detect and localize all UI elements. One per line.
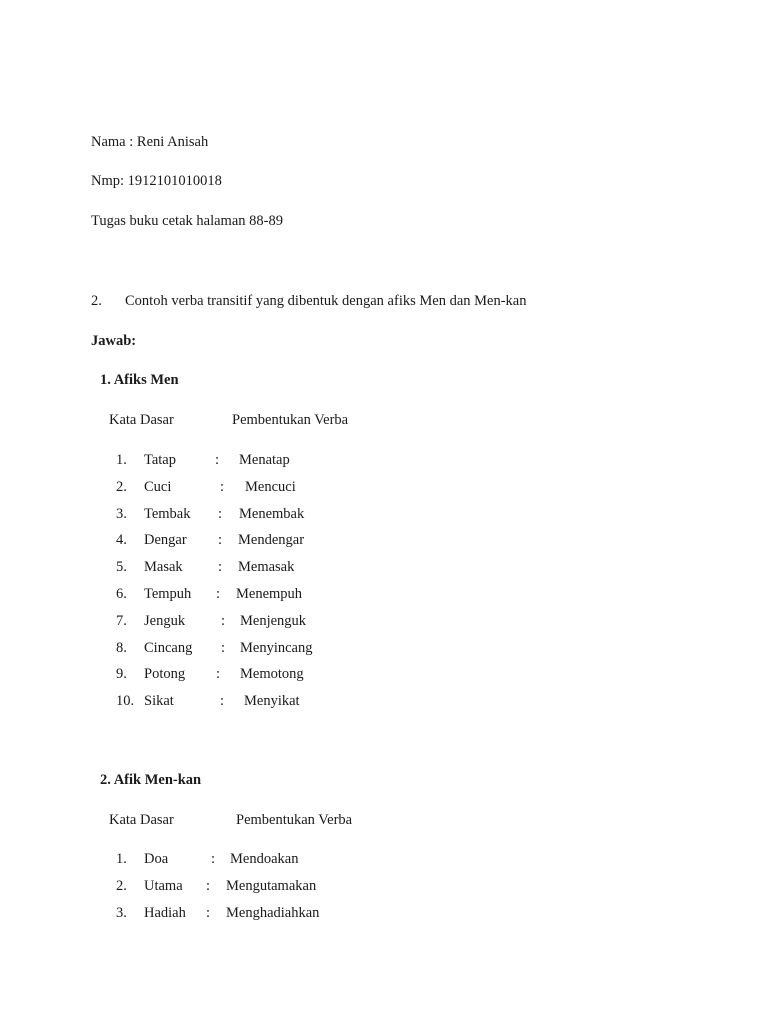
list-item-number: 6.: [116, 586, 127, 602]
list-item-kata-dasar: Tatap: [144, 452, 176, 468]
list-item-number: 1.: [116, 452, 127, 468]
list-item-separator: :: [216, 586, 221, 602]
list-item-number: 7.: [116, 612, 127, 629]
list-item-verba: Memotong: [240, 666, 304, 683]
list-item-verba: Mencuci: [245, 478, 296, 495]
list-item-number: 4.: [116, 532, 127, 549]
list-item-number: 3.: [116, 905, 127, 921]
list-item-kata-dasar: Cuci: [144, 478, 172, 495]
list-item-verba: Menyincang: [240, 639, 313, 656]
list-item-verba: Menghadiahkan: [226, 905, 320, 921]
list-item-kata-dasar: Dengar: [144, 532, 187, 549]
list-item-verba: Menatap: [239, 452, 290, 468]
list-item-verba: Memasak: [238, 559, 295, 576]
list-item-separator: :: [215, 452, 220, 468]
list-item-kata-dasar: Doa: [144, 851, 169, 867]
section2-title: 2. Afik Men-kan: [100, 772, 202, 788]
list-item-separator: :: [216, 666, 221, 683]
list-item-verba: Menyikat: [244, 693, 300, 710]
list-item-kata-dasar: Sikat: [144, 693, 174, 710]
list-item-separator: :: [221, 612, 226, 629]
list-item-verba: Menempuh: [236, 586, 303, 602]
list-item-verba: Menembak: [239, 505, 305, 522]
list-item-kata-dasar: Masak: [144, 559, 183, 576]
list-item-kata-dasar: Jenguk: [144, 612, 186, 629]
list-item-verba: Mendengar: [238, 532, 305, 549]
list-item-number: 3.: [116, 505, 127, 522]
list-item-separator: :: [206, 905, 211, 921]
list-item-number: 10.: [116, 693, 135, 710]
list-item-number: 2.: [116, 478, 127, 495]
list-item-separator: :: [218, 532, 223, 549]
list-item-kata-dasar: Cincang: [144, 639, 193, 656]
list-item-kata-dasar: Utama: [144, 878, 183, 894]
student-name: Nama : Reni Anisah: [91, 134, 209, 150]
list-item-verba: Mendoakan: [230, 851, 299, 867]
list-item-verba: Menjenguk: [240, 612, 307, 629]
section2-col-pembentukan-verba: Pembentukan Verba: [236, 812, 353, 828]
list-item-number: 1.: [116, 851, 127, 867]
list-item-separator: :: [218, 559, 223, 576]
list-item-separator: :: [220, 478, 225, 495]
list-item-kata-dasar: Potong: [144, 666, 186, 683]
list-item-separator: :: [220, 693, 225, 710]
list-item-number: 5.: [116, 559, 127, 576]
list-item-separator: :: [211, 851, 216, 867]
list-item-verba: Mengutamakan: [226, 878, 317, 894]
assignment-title: Tugas buku cetak halaman 88-89: [91, 213, 283, 229]
list-item-kata-dasar: Tempuh: [144, 586, 192, 602]
list-item-separator: :: [218, 505, 223, 522]
section2-col-kata-dasar: Kata Dasar: [109, 812, 174, 828]
jawab-label: Jawab:: [91, 333, 137, 349]
section1-title: 1. Afiks Men: [100, 372, 179, 388]
section1-col-pembentukan-verba: Pembentukan Verba: [232, 412, 349, 428]
question-text: Contoh verba transitif yang dibentuk dengan afiks Men dan Men-kan: [125, 293, 527, 309]
list-item-separator: :: [206, 878, 211, 894]
question-number: 2.: [91, 293, 102, 309]
student-nmp: Nmp: 1912101010018: [91, 173, 222, 189]
list-item-kata-dasar: Hadiah: [144, 905, 186, 921]
list-item-number: 8.: [116, 639, 127, 656]
list-item-number: 2.: [116, 878, 127, 894]
list-item-separator: :: [221, 639, 226, 656]
section1-col-kata-dasar: Kata Dasar: [109, 412, 174, 428]
list-item-number: 9.: [116, 666, 127, 683]
list-item-kata-dasar: Tembak: [144, 505, 191, 522]
